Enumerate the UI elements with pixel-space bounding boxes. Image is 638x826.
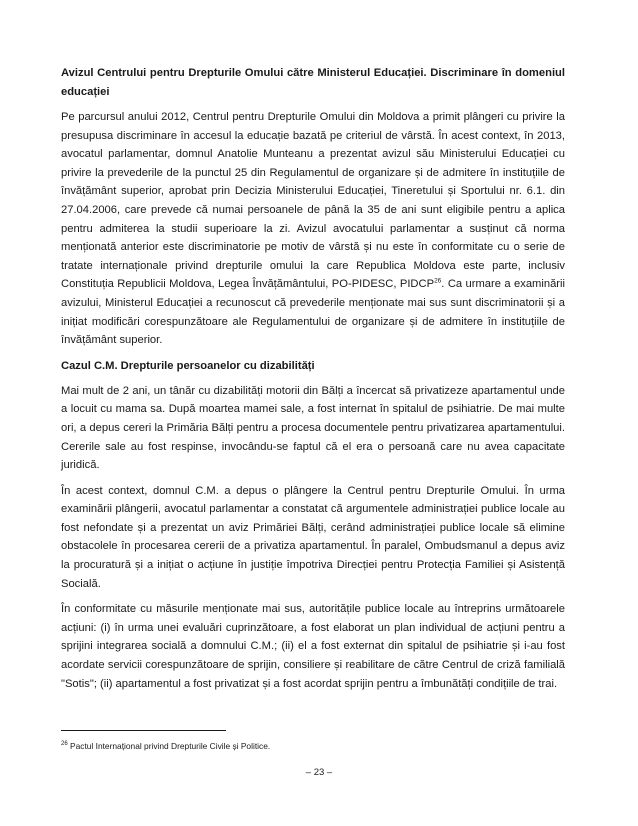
page-body [61,64,565,700]
paragraph-disability-3: În conformitate cu măsurile menționate mai sus, autoritățile publice locale au întreprins următoarele acțiuni: (i) în urma unei evaluări cuprinzătoare, a fost elaborat un plan individual de acțiuni pentru a sprijini integrarea socială a domnului C.M.; (ii) el a fost externat din spitalul de psihiatrie și i-au fost acordate servicii corespunzătoare de sprijin, consiliere și reabilitare de către Centrul de criză familială "Sotis"; (ii) apartamentul a fost privatizat și a fost acordat sprijin pentru a îmbunătăți condițiile de trai. [61,603,565,690]
page-number: – 23 – [305,767,333,778]
footnote-divider [61,730,226,731]
paragraph-education [61,108,565,350]
footnote-text: Pactul Internațional privind Drepturile Civile și Politice. [70,741,271,751]
paragraph-text: . Ca urmare a examinării avizului, Ministerul Educației a recunoscut că prevederile menționate mai sus sunt discriminatorii și a inițiat modificări corespunzătoare ale Regulamentului de organizare și de admitere în instituțiile de învățământ superior. [61,278,565,347]
paragraph-disability-2: În acest context, domnul C.M. a depus o plângere la Centrul pentru Drepturile Omului. În urma examinării plângerii, avocatul parlamentar a constatat că argumentele administrației publice locale au fost nefondate și a prezentat un aviz Primăriei Bălți, cerând administrației publice locale să elimine obstacolele în procesarea cererii de a privatiza apartamentul. În paralel, Ombudsmanul a depus aviz la procuratură și a inițiat o acțiune în justiție împotriva Direcției pentru Protecția Familiei și Asistență Socială. [61,484,565,590]
section-heading-education: Avizul Centrului pentru Drepturile Omului către Ministerul Educației. Discriminare în domeniul educației [61,67,565,98]
footnote-reference[interactable]: 26 [434,277,442,285]
section-heading-disability: Cazul C.M. Drepturile persoanelor cu dizabilități [61,359,315,372]
footnote-number: 26 [61,741,68,748]
paragraph-disability-1: Mai mult de 2 ani, un tânăr cu dizabilități motorii din Bălți a încercat să privatizeze apartamentul unde a locuit cu mama sa. După moartea mamei sale, a fost internat în spitalul de psihiatrie. De mai multe ori, a depus cereri la Primăria Bălți pentru a procesa documentele pentru privatizarea apartamentului. Cererile sale au fost respinse, invocându-se faptul că el era o persoană care nu avea capacitate juridică. [61,384,565,472]
footnote [61,740,270,752]
paragraph-text: Pe parcursul anului 2012, Centrul pentru Drepturile Omului din Moldova a primit plângeri cu privire la presupusa discriminare în accesul la educație bazată pe criteriul de vârstă. În acest context, în 2013, avocatul parlamentar, domnul Anatolie Munteanu a prezentat avizul său Ministerului Educației cu privire la prevederile de la punctul 25 din Regulamentul de organizare și de admitere în instituțiile de învățământ superior, aprobat prin Decizia Ministerului Educației, Tineretului și Sportului nr. 6.1. din 27.04.2006, care prevede că numai persoanele de până la 35 de ani sunt eligibile pentru a aplica pentru admiterea la studii superioare la zi. Avizul avocatului parlamentar a susținut că norma menționată anterior este discriminatorie pe motiv de vârstă și nu este în conformitate cu o serie de tratate internaționale privind drepturile omului la care Republica Moldova este parte, inclusiv Constituția Republicii Moldova, Legea Învățământului, PO-PIDESC, PIDCP [61,111,565,291]
